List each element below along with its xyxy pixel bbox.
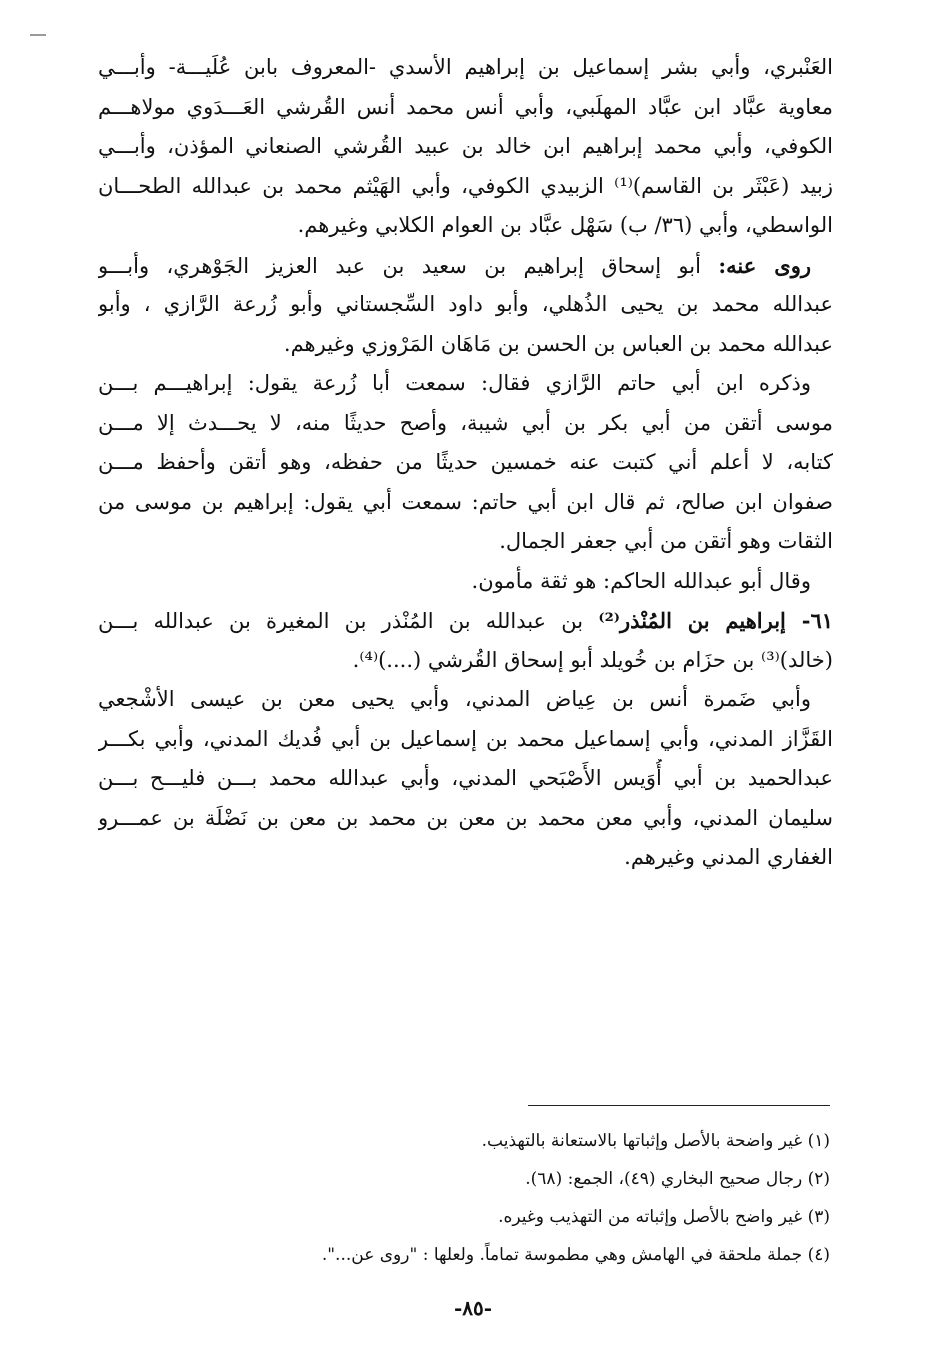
text-line: عبدالله محمد بن العباس بن الحسن بن مَاهَان المَرْوزي وغيرهم.: [283, 331, 833, 356]
text-line: معاوية عبَّاد ابن عبَّاد المهلَبي، وأبي أنس محمد أنس القُرشي العَـــدَوي مولاهـــم: [98, 94, 833, 119]
text-line: عبدالله محمد بن يحيى الذُهلي، وأبو داود السِّجستاني وأبو زُرعة الرَّازي ، وأبو: [98, 292, 833, 316]
text-line: موسى أتقن من أبي بكر بن أبي شيبة، وأصح حديثًا منه، لا يحـــدث إلا مـــن: [98, 410, 833, 435]
text-line: الواسطي، وأبي (٣٦/ ب) سَهْل عبَّاد بن العوام الكلابي وغيرهم.: [297, 213, 833, 237]
footnote: (٢) رجال صحيح البخاري (٤٩)، الجمع: (٦٨).: [525, 1169, 830, 1189]
scan-mark: [30, 34, 46, 36]
text-line: الغفاري المدني وغيرهم.: [624, 845, 833, 869]
text-line: الثقات وهو أتقن من أبي جعفر الجمال.: [499, 529, 833, 553]
text-line: عبدالحميد بن أبي أُوَيس الأَصْبَحي المدني، وأبي عبدالله محمد بـــن فليـــح بـــن: [98, 766, 833, 790]
text-line: العَنْبري، وأبي بشر إسماعيل بن إبراهيم الأسدي -المعروف بابن عُلَيـــة- وأبـــي: [98, 55, 833, 79]
narrators-label: روى عنه:: [718, 252, 811, 278]
text-line: (خالد)⁽³⁾ بن حزَام بن خُويلد أبو إسحاق القُرشي (....)⁽⁴⁾.: [352, 647, 833, 672]
footnote: (٣) غير واضح بالأصل وإثباته من التهذيب وغيره.: [498, 1207, 830, 1227]
text-line: سليمان المدني، وأبي معن محمد بن معن بن محمد بن معن بن نَضْلَة بن عمـــرو: [98, 805, 833, 830]
entry-lineage: بن عبدالله بن المُنْذر بن المغيرة بن عبدالله بـــن: [98, 609, 599, 633]
footnote: (١) غير واضحة بالأصل وإثباتها بالاستعانة بالتهذيب.: [481, 1131, 830, 1151]
narrators-text: أبو إسحاق إبراهيم بن سعيد بن عبد العزيز الجَوْهري، وأبـــو: [98, 253, 719, 278]
page-body: [98, 48, 833, 878]
text-line: الكوفي، وأبي محمد إبراهيم ابن خالد بن عبيد القُرشي الصنعاني المؤذن، وأبـــي: [98, 134, 833, 158]
text-line: زبيد (عَبْثَر بن القاسم)⁽¹⁾ الزبيدي الكوفي، وأبي الهَيْثم محمد بن عبدالله الطحـــان: [98, 173, 833, 198]
entry-heading-line: [98, 601, 833, 641]
text-line: وقال أبو عبدالله الحاكم: هو ثقة مأمون.: [471, 568, 811, 593]
text-line: وذكره ابن أبي حاتم الرَّازي فقال: سمعت أبا زُرعة يقول: إبراهيـــم بـــن: [98, 371, 811, 395]
entry-heading: ٦١- إبراهيم بن المُنْذر⁽²⁾: [598, 608, 833, 633]
page-number: -٨٥-: [453, 1296, 493, 1320]
narrators-from-line: [98, 246, 833, 286]
footnote: (٤) جملة ملحقة في الهامش وهي مطموسة تماماً. ولعلها : "روى عن...".: [321, 1245, 830, 1265]
footnote-divider: [528, 1105, 830, 1106]
text-line: كتابه، لا أعلم أني كتبت عنه خمسين حديثًا من حفظه، وهو أتقن وأحفظ مـــن: [98, 450, 833, 474]
footnotes: [300, 1126, 830, 1278]
text-line: صفوان ابن صالح، ثم قال ابن أبي حاتم: سمعت أبي يقول: إبراهيم بن موسى من: [98, 489, 833, 514]
text-line: وأبي ضَمرة أنس بن عِياض المدني، وأبي يحيى معن بن عيسى الأشْجعي: [98, 687, 811, 711]
text-line: القَزَّاز المدني، وأبي إسماعيل محمد بن إسماعيل بن أبي فُديك المدني، وأبي بكـــر: [98, 726, 833, 751]
